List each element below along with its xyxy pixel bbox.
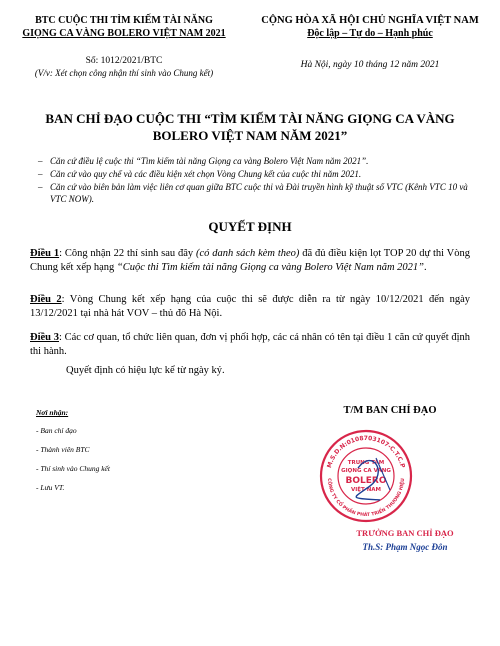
seal-graphic bbox=[318, 428, 414, 524]
signer-name: Th.S: Phạm Ngọc Đôn bbox=[362, 542, 448, 552]
national-header bbox=[250, 14, 490, 40]
recipient-item: - Ban chỉ đạo bbox=[36, 426, 77, 435]
issuer-block bbox=[14, 14, 234, 40]
article-2: Điều 2: Vòng Chung kết xếp hạng của cuộc thi sẽ được diễn ra từ ngày 10/12/2021 đến ngày 13/12/2021 tại nhà hát VOV – thủ đô Hà Nội. bbox=[30, 294, 471, 319]
legal-basis-list bbox=[38, 155, 478, 206]
svg-text:TRUNG TÂM: TRUNG TÂM bbox=[347, 460, 385, 466]
svg-text:VIỆT NAM: VIỆT NAM bbox=[350, 487, 382, 493]
title-line-1: BAN CHỈ ĐẠO CUỘC THI “TÌM KIẾM TÀI NĂNG GIỌNG CA VÀNG bbox=[45, 111, 455, 126]
recipients-block bbox=[36, 408, 156, 502]
seal-top-text: M.S.D.N:0108703107-C.T.C.P bbox=[325, 435, 407, 469]
issuer-line-1: BTC CUỘC THI TÌM KIẾM TÀI NĂNG bbox=[35, 15, 213, 26]
republic-name: CỘNG HÒA XÃ HỘI CHỦ NGHĨA VIỆT NAM bbox=[261, 15, 479, 26]
article-1-label: Điều 1 bbox=[30, 248, 60, 259]
signer-title: TRƯỞNG BAN CHỈ ĐẠO bbox=[356, 528, 454, 538]
article-3: Điều 3: Các cơ quan, tổ chức liên quan, đơn vị phối hợp, các cá nhân có tên tại điều 1 căn cứ quyết định thi hành. bbox=[30, 332, 470, 357]
national-motto: Độc lập – Tự do – Hạnh phúc bbox=[307, 28, 433, 39]
article-1: Điều 1: Công nhận 22 thí sinh sau đây (có danh sách kèm theo) đã đủ điều kiện lọt TOP 20 dự thi Vòng Chung kết xếp hạng “Cuộc thi Tìm kiếm tài năng Giọng ca vàng Bolero Việt Nam năm 2021”. bbox=[30, 248, 471, 273]
issuer-line-2: GIỌNG CA VÀNG BOLERO VIỆT NAM 2021 bbox=[22, 28, 226, 39]
recipients-title: Nơi nhận: bbox=[36, 408, 69, 417]
document-title bbox=[20, 110, 480, 144]
signing-authority: T/M BAN CHỈ ĐẠO bbox=[343, 405, 437, 416]
legal-basis-item: – Căn cứ vào biên bản làm việc liên cơ quan giữa BTC cuộc thi và Đài truyền hình kỹ thuật số VTC (Kênh VTC 10 và VTC NOW). bbox=[38, 182, 468, 204]
article-3-label: Điều 3 bbox=[30, 332, 59, 343]
effective-statement: Quyết định có hiệu lực kể từ ngày ký. bbox=[66, 365, 225, 376]
seal-bottom-text: CÔNG TY CỔ PHẦN PHÁT TRIỂN THƯƠNG HIỆU bbox=[325, 478, 407, 519]
legal-basis-item: – Căn cứ vào quy chế và các điều kiện xét chọn Vòng Chung kết của cuộc thi năm 2021. bbox=[38, 169, 362, 179]
issue-date: Hà Nội, ngày 10 tháng 12 năm 2021 bbox=[300, 60, 440, 70]
document-number: Số: 1012/2021/BTC bbox=[85, 56, 163, 66]
official-seal bbox=[318, 428, 414, 524]
svg-text:GIỌNG CA VÀNG: GIỌNG CA VÀNG bbox=[341, 468, 391, 474]
recipient-item: - Thành viên BTC bbox=[36, 445, 90, 454]
article-2-label: Điều 2 bbox=[30, 294, 62, 305]
recipient-item: - Thí sinh vào Chung kết bbox=[36, 464, 110, 473]
svg-text:BOLERO: BOLERO bbox=[345, 476, 387, 486]
document-subject: (V/v: Xét chọn công nhận thí sinh vào Chung kết) bbox=[34, 68, 214, 78]
recipient-item: - Lưu VT. bbox=[36, 483, 65, 492]
legal-basis-item: – Căn cứ điều lệ cuộc thi “Tìm kiếm tài năng Giọng ca vàng Bolero Việt Nam năm 2021”. bbox=[38, 156, 369, 166]
title-line-2: BOLERO VIỆT NAM NĂM 2021” bbox=[152, 128, 348, 143]
decision-heading: QUYẾT ĐỊNH bbox=[208, 219, 292, 234]
